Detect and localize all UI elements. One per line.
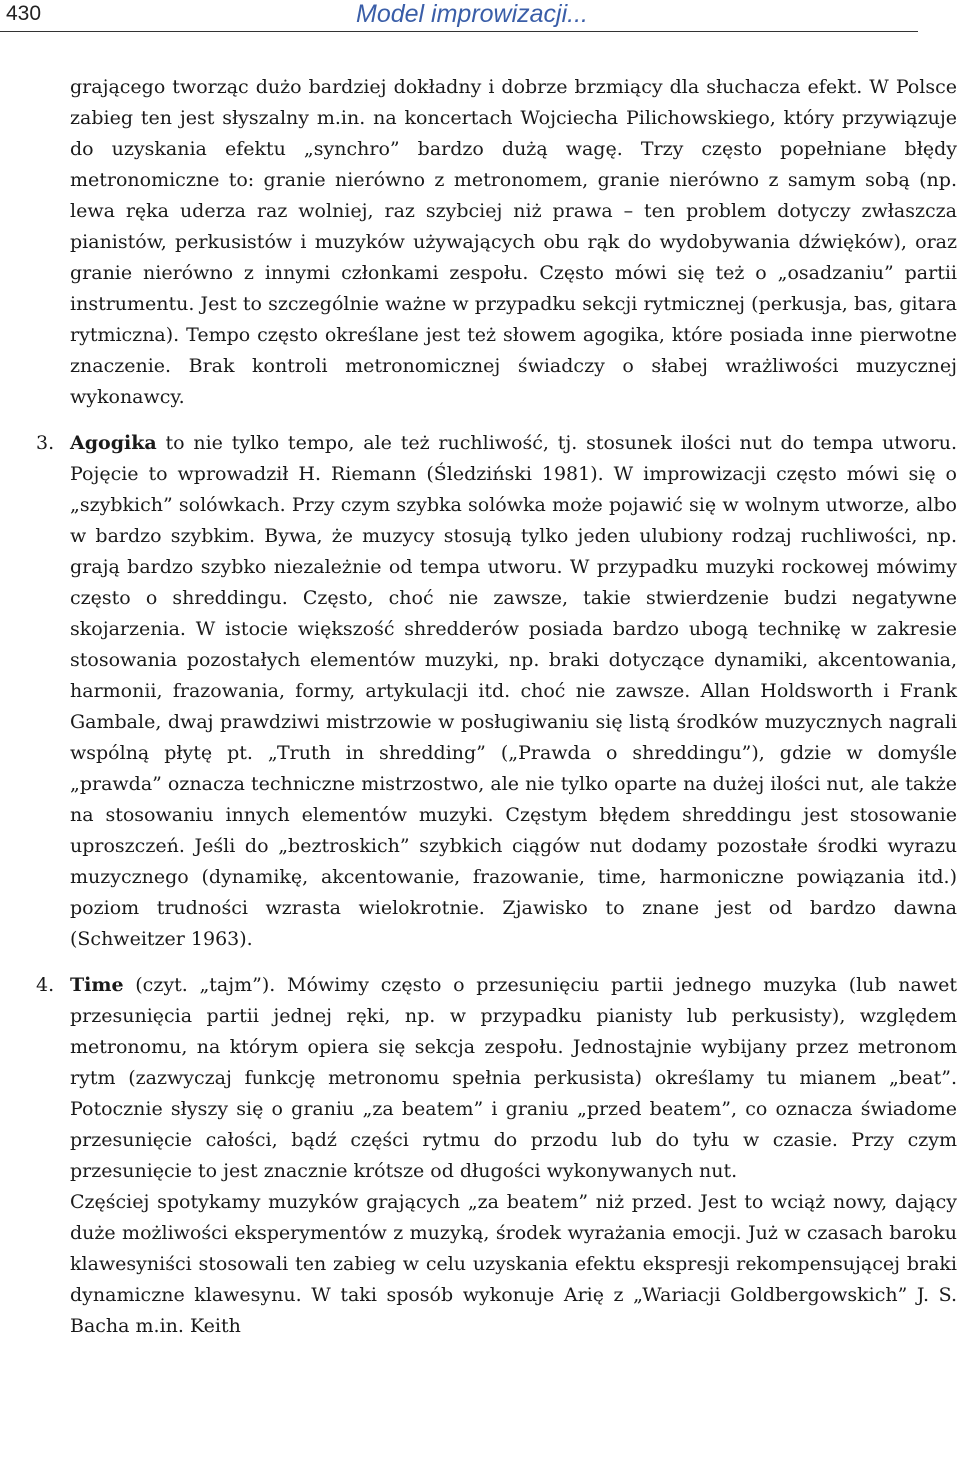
term-agogika: Agogika	[70, 432, 157, 454]
list-item-text	[70, 428, 957, 955]
definition-time: (czyt. „tajm”). Mówimy często o przesunięciu partii jednego muzyka (lub nawet przesunięcia partii jednej ręki, np. w przypadku pianisty lub perkusisty), względem metronomu, na którym opiera się sekcja zespołu. Jednostajnie wybijany przez metronom rytm (zazwyczaj funkcję metronomu spełnia perkusista) określamy tu mianem „beat”. Potocznie słyszy się o graniu „za beatem” i graniu „przed beatem”, co oznacza świadome przesunięcie całości, bądź części rytmu do przodu lub do tyłu w czasie. Przy czym przesunięcie to jest znacznie krótsze od długości wykonywanych nut.	[70, 974, 957, 1182]
header-rule	[0, 31, 918, 32]
running-title: Model improwizacji...	[356, 0, 589, 28]
page-header	[0, 0, 960, 40]
list-number: 3.	[36, 432, 55, 454]
page-number: 430	[6, 2, 42, 25]
page-body	[36, 72, 957, 1342]
term-time: Time	[70, 974, 124, 996]
list-number: 4.	[36, 974, 55, 996]
intro-paragraph: grającego tworząc dużo bardziej dokładny i dobrze brzmiący dla słuchacza efekt. W Polsce zabieg ten jest słyszalny m.in. na koncertach Wojciecha Pilichowskiego, który przywiązuje do uzyskania efektu „synchro” bardzo dużą wagę. Trzy często popełniane błędy metronomiczne to: granie nierówno z metronomem, granie nierówno z samym sobą (np. lewa ręka uderza raz wolniej, raz szybciej niż prawa – ten problem dotyczy zwłaszcza pianistów, perkusistów i muzyków używających obu rąk do wydobywania dźwięków), oraz granie nierówno z innymi członkami zespołu. Często mówi się też o „osadzaniu” partii instrumentu. Jest to szczególnie ważne w przypadku sekcji rytmicznej (perkusja, bas, gitara rytmiczna). Tempo często określane jest też słowem agogika, które posiada inne pierwotne znaczenie. Brak kontroli metronomicznej świadczy o słabej wrażliwości muzycznej wykonawcy.	[70, 76, 957, 408]
list-item-3	[36, 428, 957, 955]
definition-agogika: to nie tylko tempo, ale też ruchliwość, tj. stosunek ilości nut do tempa utworu. Pojęcie to wprowadził H. Riemann (Śledziński 1981). W improwizacji często mówi się o „szybkich” solówkach. Przy czym szybka solówka może pojawić się w wolnym utworze, albo w bardzo szybkim. Bywa, że muzycy stosują tylko jeden ulubiony rodzaj ruchliwości, np. grają bardzo szybko niezależnie od tempa utworu. W przypadku muzyki rockowej mówimy często o shreddingu. Często, choć nie zawsze, takie stwierdzenie budzi negatywne skojarzenia. W istocie większość shredderów posiada bardzo ubogą technikę w zakresie stosowania pozostałych elementów muzyki, np. braki dotyczące dynamiki, akcentowania, harmonii, frazowania, formy, artykulacji itd. choć nie zawsze. Allan Holdsworth i Frank Gambale, dwaj prawdziwi mistrzowie w posługiwaniu się listą środków muzycznych nagrali wspólną płytę pt. „Truth in shredding” („Prawda o shreddingu”), gdzie w domyśle „prawda” oznacza techniczne mistrzostwo, ale nie tylko oparte na dużej ilości nut, ale także na stosowaniu innych elementów muzyki. Częstym błędem shreddingu jest stosowanie uproszczeń. Jeśli do „beztroskich” szybkich ciągów nut dodamy pozostałe środki wyrazu muzycznego (dynamikę, akcentowanie, frazowanie, time, harmoniczne powiązania itd.) poziom trudności wzrasta wielokrotnie. Zjawisko to znane jest od bardzo dawna (Schweitzer 1963).	[70, 432, 957, 950]
list-item-4	[36, 970, 957, 1342]
continuation-paragraph: Częściej spotykamy muzyków grających „za beatem” niż przed. Jest to wciąż nowy, dający duże możliwości eksperymentów z muzyką, środek wyrażania emocji. Już w czasach baroku klawesyniści stosowali ten zabieg w celu uzyskania efektu ekspresji rekompensującej braki dynamiczne klawesynu. W taki sposób wykonuje Arię z „Wariacji Goldbergowskich” J. S. Bacha m.in. Keith	[70, 1191, 957, 1337]
list-item-text	[70, 970, 957, 1187]
